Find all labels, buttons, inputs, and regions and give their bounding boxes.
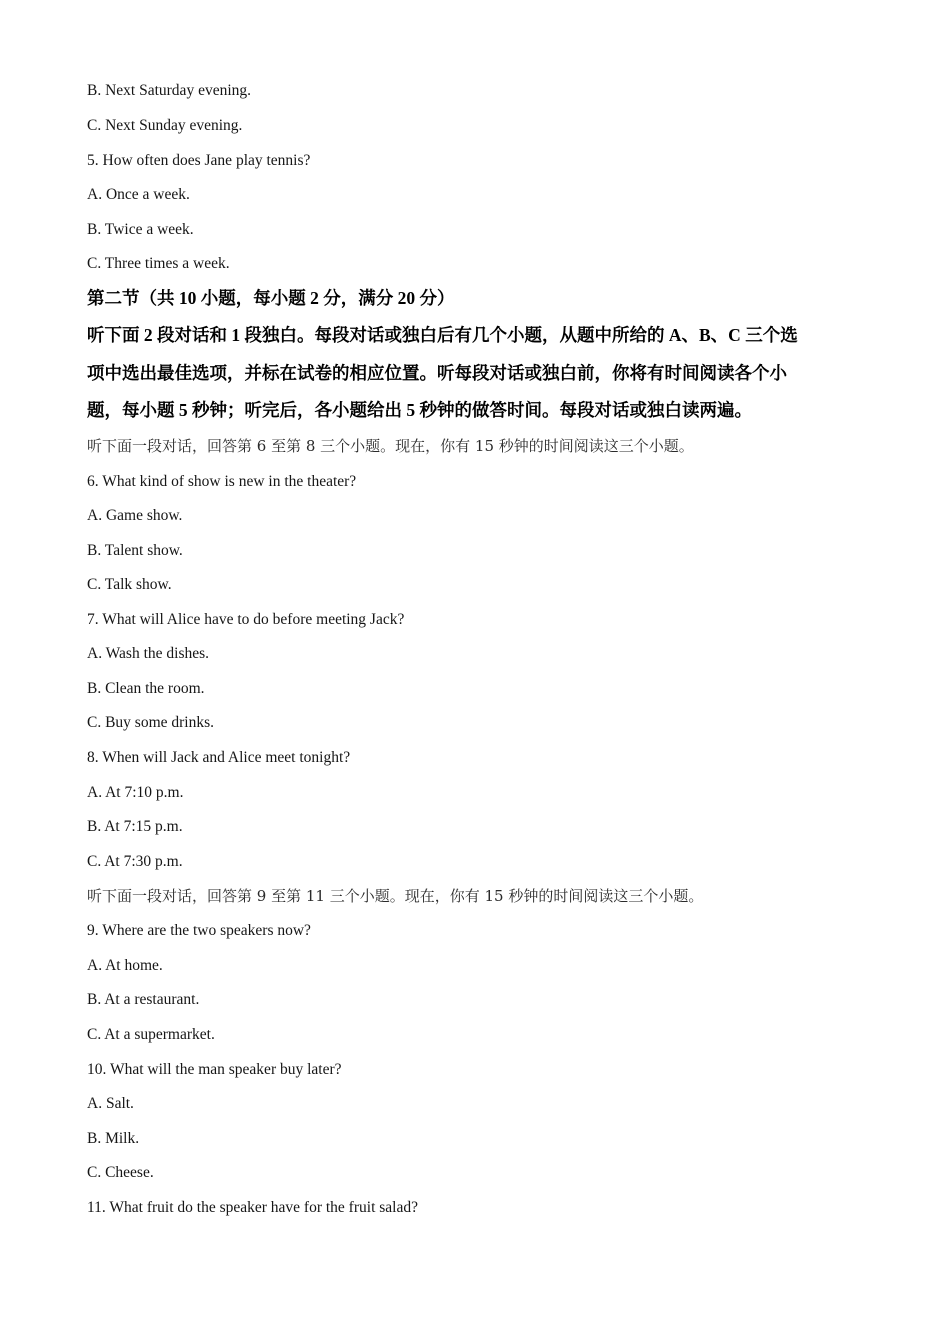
option-b-q9: B. At a restaurant. bbox=[87, 991, 200, 1008]
option-c-q7: C. Buy some drinks. bbox=[87, 714, 215, 731]
dialog-1-intro: 听下面一段对话，回答第 6 至第 8 三个小题。现在，你有 15 秒钟的时间阅读这三个小题。 bbox=[87, 437, 694, 455]
question-9: 9. Where are the two speakers now? bbox=[87, 922, 311, 939]
section-instructions-line-3: 题，每小题 5 秒钟；听完后，各小题给出 5 秒钟的做答时间。每段对话或独白读两遍。 bbox=[87, 400, 752, 420]
option-c-q8: C. At 7:30 p.m. bbox=[87, 853, 183, 870]
option-a-q10: A. Salt. bbox=[87, 1095, 134, 1112]
option-b-q7: B. Clean the room. bbox=[87, 680, 205, 697]
option-a-q6: A. Game show. bbox=[87, 507, 183, 524]
option-b-q4: B. Next Saturday evening. bbox=[87, 82, 252, 99]
option-b-q6: B. Talent show. bbox=[87, 542, 183, 559]
option-b-q10: B. Milk. bbox=[87, 1130, 140, 1147]
option-b-q5: B. Twice a week. bbox=[87, 221, 194, 238]
option-a-q8: A. At 7:10 p.m. bbox=[87, 784, 184, 801]
section-instructions-line-1: 听下面 2 段对话和 1 段独白。每段对话或独白后有几个小题，从题中所给的 A、B、C 三个选 bbox=[87, 325, 798, 345]
option-c-q5: C. Three times a week. bbox=[87, 255, 230, 272]
option-b-q8: B. At 7:15 p.m. bbox=[87, 818, 183, 835]
option-a-q7: A. Wash the dishes. bbox=[87, 645, 210, 662]
option-c-q10: C. Cheese. bbox=[87, 1164, 154, 1181]
question-11: 11. What fruit do the speaker have for the fruit salad? bbox=[87, 1199, 418, 1216]
dialog-2-intro: 听下面一段对话，回答第 9 至第 11 三个小题。现在，你有 15 秒钟的时间阅读这三个小题。 bbox=[87, 887, 704, 905]
question-10: 10. What will the man speaker buy later? bbox=[87, 1061, 342, 1078]
option-c-q4: C. Next Sunday evening. bbox=[87, 117, 243, 134]
option-c-q6: C. Talk show. bbox=[87, 576, 172, 593]
question-5: 5. How often does Jane play tennis? bbox=[87, 152, 311, 169]
option-c-q9: C. At a supermarket. bbox=[87, 1026, 215, 1043]
question-8: 8. When will Jack and Alice meet tonight? bbox=[87, 749, 351, 766]
section-heading: 第二节（共 10 小题，每小题 2 分，满分 20 分） bbox=[87, 288, 455, 308]
question-7: 7. What will Alice have to do before meeting Jack? bbox=[87, 611, 405, 628]
option-a-q5: A. Once a week. bbox=[87, 186, 190, 203]
section-instructions-line-2: 项中选出最佳选项，并标在试卷的相应位置。听每段对话或独白前，你将有时间阅读各个小 bbox=[87, 363, 787, 383]
option-a-q9: A. At home. bbox=[87, 957, 163, 974]
question-6: 6. What kind of show is new in the theater? bbox=[87, 473, 357, 490]
